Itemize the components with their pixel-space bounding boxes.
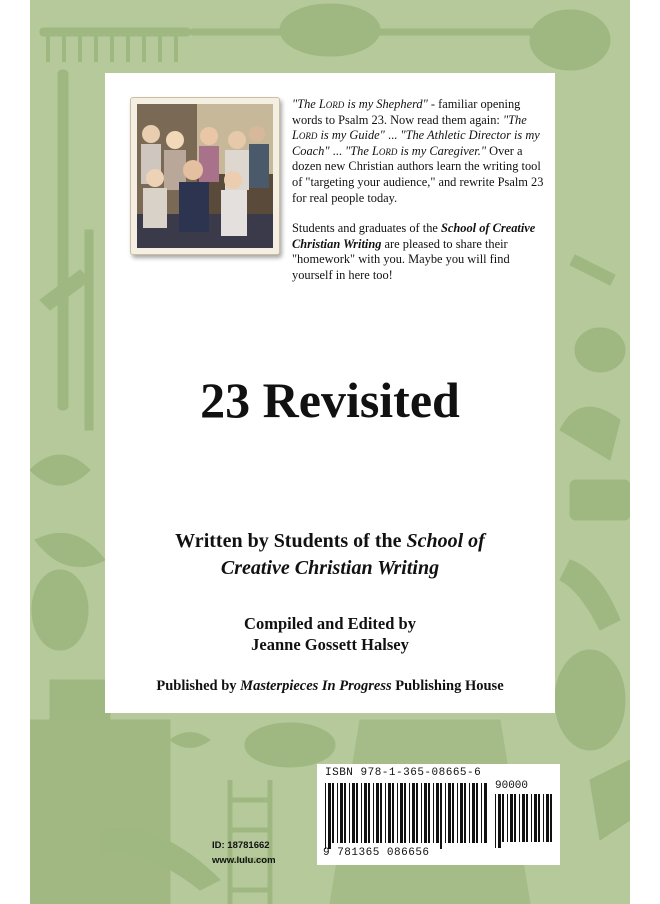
ean-barcode-bars [325, 783, 489, 849]
barcode-bar [546, 794, 549, 842]
barcode-bar [368, 783, 370, 843]
barcode-bar [388, 783, 391, 843]
barcode-bar [526, 794, 528, 842]
barcode-bar [522, 794, 525, 842]
barcode-bar [344, 783, 346, 843]
barcode-bar [352, 783, 355, 843]
barcode-bar [514, 794, 516, 842]
barcode-bar [538, 794, 540, 842]
barcode-bar [412, 783, 415, 843]
barcode-bar [349, 783, 350, 843]
barcode-bar [416, 783, 418, 843]
barcode-bar [332, 783, 334, 843]
barcode-bar [340, 783, 343, 843]
barcode-bar [424, 783, 427, 843]
barcode-bar [433, 783, 434, 843]
ean-number: 9 781365 086656 [323, 847, 430, 859]
barcode-bar [421, 783, 422, 843]
barcode-bar [531, 794, 532, 842]
barcode-bar [481, 783, 482, 843]
barcode-bar [543, 794, 544, 842]
back-cover [30, 0, 630, 904]
barcode-bar [328, 783, 331, 849]
publisher-credit: Published by Masterpieces In Progress Publishing House [156, 678, 504, 694]
blurb-paragraph-1: "The Lord is my Shepherd" - familiar opening words to Psalm 23. Now read them again: "The Lord is my Guide" ... "The Athletic Director is my Coach" ... "The Lord is my Caregiver." Over a dozen new Christian authors learn the writing tool of "targeting your audience," and rewrite Psalm 23 for real people today. [292, 97, 544, 205]
barcode-bar [469, 783, 470, 843]
barcode-bar [484, 783, 487, 843]
barcode-bar [397, 783, 398, 843]
barcode-bar [448, 783, 451, 843]
barcode-bar [392, 783, 394, 843]
barcode-bar [373, 783, 374, 843]
written-by-credit: Written by Students of the School of Creative Christian Writing [175, 530, 485, 579]
barcode-bar [457, 783, 458, 843]
barcode-bar [502, 794, 504, 842]
barcode-bar [498, 794, 501, 848]
back-cover-blurb [292, 97, 547, 299]
barcode-bar [507, 794, 508, 842]
barcode-bar [534, 794, 537, 842]
barcode-bar [380, 783, 382, 843]
barcode-bar [464, 783, 466, 843]
barcode-bar [325, 783, 326, 849]
barcode-bar [440, 783, 442, 849]
barcode-bar [400, 783, 403, 843]
book-title: 23 Revisited [200, 372, 460, 428]
barcode-bar [510, 794, 513, 842]
barcode-bar [404, 783, 406, 843]
isbn-label: ISBN 978-1-365-08665-6 [325, 767, 482, 779]
addon-barcode-bars [495, 794, 553, 848]
lulu-id-label [212, 838, 276, 868]
barcode-bar [472, 783, 475, 843]
barcode-bar [376, 783, 379, 843]
barcode-bar [550, 794, 552, 842]
barcode-bar [495, 794, 496, 848]
isbn-barcode [317, 764, 560, 865]
white-text-panel [105, 73, 555, 713]
barcode-bar [445, 783, 446, 843]
barcode-bar [519, 794, 520, 842]
lulu-id: ID: 18781662 [212, 840, 270, 851]
lulu-website: www.lulu.com [212, 855, 276, 866]
editor-credit: Compiled and Edited by Jeanne Gossett Halsey [244, 614, 416, 654]
barcode-bar [356, 783, 358, 843]
barcode-bar [364, 783, 367, 843]
barcode-bar [361, 783, 362, 843]
barcode-bar [385, 783, 386, 843]
blurb-paragraph-2: Students and graduates of the School of Creative Christian Writing are pleased to share their "homework" with you. Maybe you will find yourself in here too! [292, 221, 536, 282]
barcode-bar [452, 783, 454, 843]
barcode-bar [460, 783, 463, 843]
barcode-bar [476, 783, 478, 843]
barcode-addon-number: 90000 [495, 780, 529, 792]
barcode-bar [428, 783, 430, 843]
author-group-photo [130, 97, 280, 255]
barcode-bar [409, 783, 410, 843]
barcode-bar [436, 783, 439, 843]
barcode-bar [337, 783, 338, 843]
